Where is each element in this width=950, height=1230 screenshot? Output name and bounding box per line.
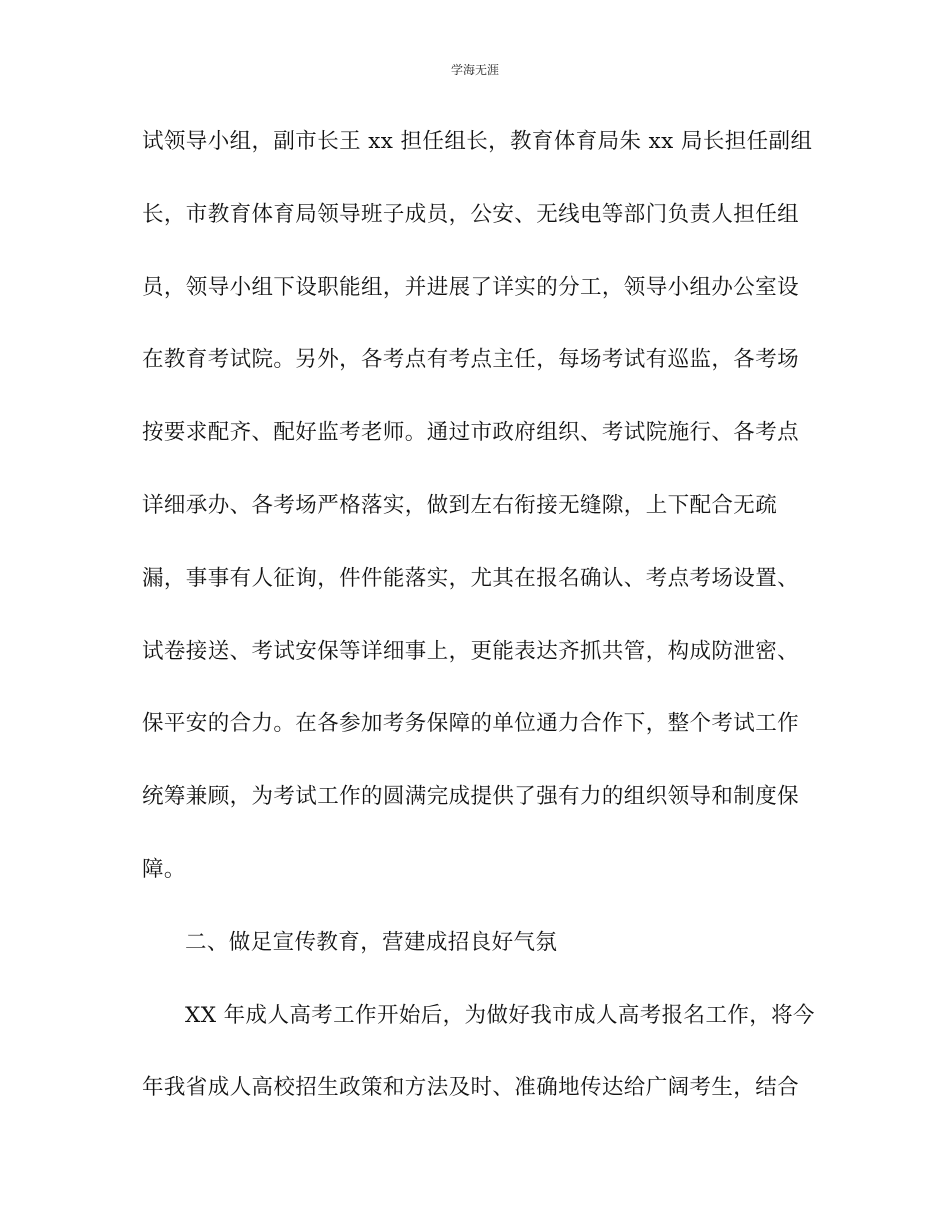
- body-line: 障。: [142, 856, 186, 882]
- body-line: 在教育考试院。另外，各考点有考点主任，每场考试有巡监，各考场: [142, 347, 800, 373]
- body-line: 试领导小组，副市长王 xx 担任组长，教育体育局朱 xx 局长担任副组: [142, 129, 813, 154]
- paragraph-first-line: XX 年成人高考工作开始后，为做好我市成人高考报名工作，将今: [185, 1002, 815, 1028]
- body-line: 员，领导小组下设职能组，并进展了详实的分工，领导小组办公室设: [142, 274, 800, 300]
- document-body: [142, 122, 822, 1141]
- body-line: 保平安的合力。在各参加考务保障的单位通力合作下，整个考试工作: [142, 711, 800, 737]
- body-line: 统筹兼顾，为考试工作的圆满完成提供了强有力的组织领导和制度保: [142, 784, 800, 810]
- body-line: 按要求配齐、配好监考老师。通过市政府组织、考试院施行、各考点: [142, 420, 800, 446]
- body-line: 长，市教育体育局领导班子成员，公安、无线电等部门负责人担任组: [142, 201, 800, 227]
- body-line: 年我省成人高校招生政策和方法及时、准确地传达给广阔考生，结合: [142, 1075, 800, 1101]
- body-line: 试卷接送、考试安保等详细事上，更能表达齐抓共管，构成防泄密、: [142, 638, 800, 664]
- body-line: 详细承办、各考场严格落实，做到左右衔接无缝隙，上下配合无疏: [142, 492, 778, 518]
- page-header: 学海无涯: [450, 63, 499, 77]
- section-heading: 二、做足宣传教育，营建成招良好气氛: [185, 929, 558, 955]
- body-line: 漏，事事有人征询，件件能落实，尤其在报名确认、考点考场设置、: [142, 565, 800, 591]
